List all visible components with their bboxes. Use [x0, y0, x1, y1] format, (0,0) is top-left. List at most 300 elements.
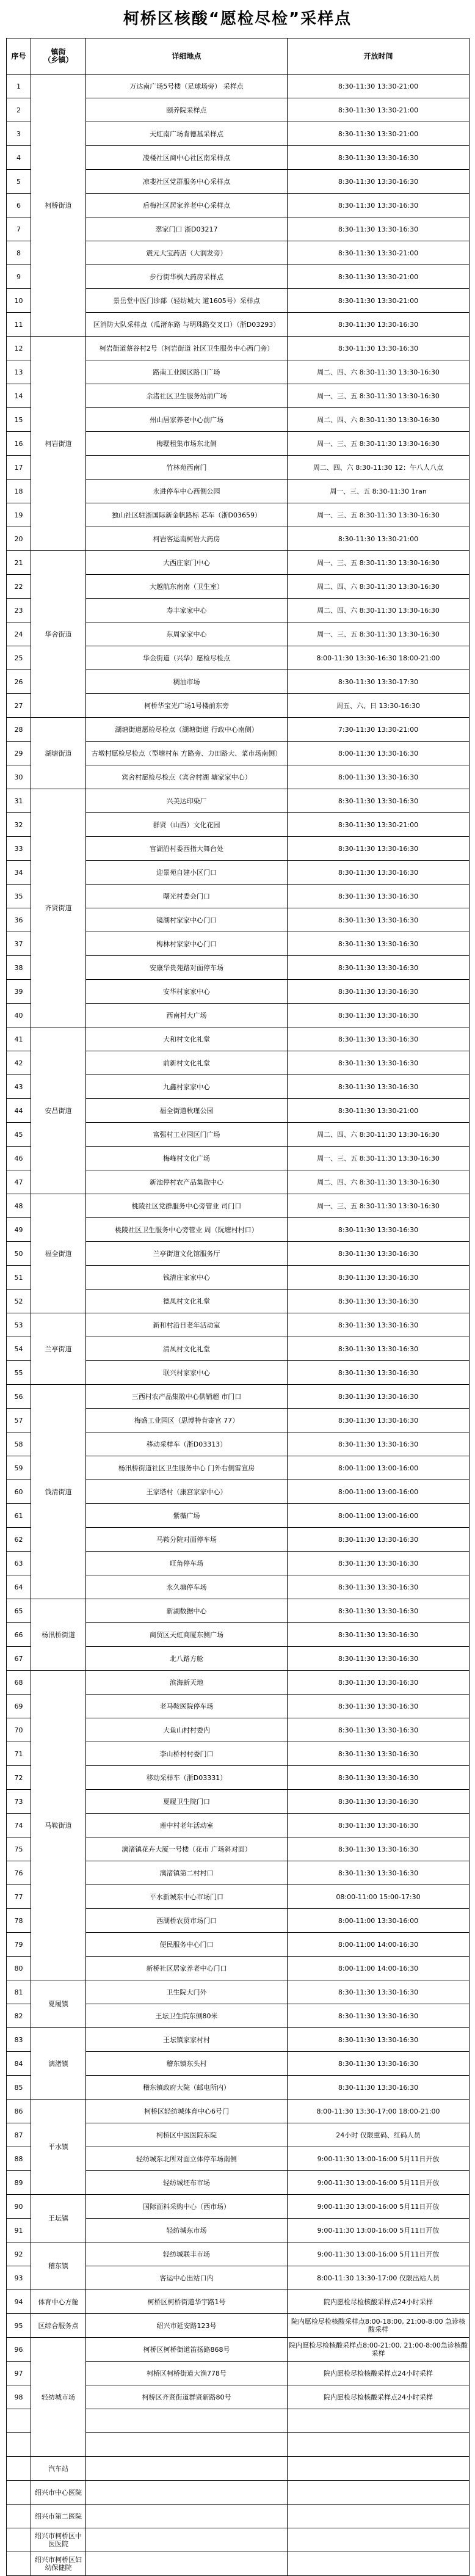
address-cell: 联兴村家家中心	[86, 1361, 288, 1385]
row-number: 15	[7, 408, 31, 432]
row-number: 48	[7, 1194, 31, 1218]
town-cell: 福全街道	[31, 1194, 86, 1313]
row-number: 58	[7, 1432, 31, 1456]
row-number: 89	[7, 2171, 31, 2195]
row-number	[7, 2528, 31, 2552]
row-number: 98	[7, 2385, 31, 2409]
address-cell: 新桥社区居家养老中心门口	[86, 1957, 288, 1980]
address-cell: 华金街道（兴华）愿检尽检点	[86, 646, 288, 670]
time-cell: 8:30-11:30 13:30-16:30	[288, 217, 470, 241]
time-cell: 8:30-11:30 13:30-16:30	[288, 1671, 470, 1695]
time-cell: 8:00-11:00 14:00-16:30	[288, 1957, 470, 1980]
time-cell: 8:30-11:30 13:30-16:30	[288, 194, 470, 217]
time-cell: 8:30-11:30 13:30-16:30	[288, 1075, 470, 1099]
row-number: 43	[7, 1075, 31, 1099]
address-cell: 稽东镇政府大院（邮电所内）	[86, 2076, 288, 2100]
table-row	[7, 75, 470, 98]
time-cell: 8:30-11:30 13:30-16:30	[288, 1361, 470, 1385]
row-number: 26	[7, 670, 31, 694]
time-cell: 24小时 仅限重码、红码人员	[288, 2123, 470, 2147]
time-cell: 8:30-11:30 13:30-16:30	[288, 1861, 470, 1885]
row-number: 63	[7, 1552, 31, 1575]
address-cell: 王坛卫生院东侧80米	[86, 2004, 288, 2028]
address-cell	[86, 2457, 288, 2481]
address-cell: 柯桥区柯桥街道大渔778号	[86, 2362, 288, 2385]
address-cell: 莲中村老年活动室	[86, 1814, 288, 1837]
row-number: 83	[7, 2028, 31, 2052]
address-cell: 移动采样车（浙D03331）	[86, 1766, 288, 1790]
time-cell: 8:30-11:30 13:30-16:30	[288, 956, 470, 980]
address-cell: 柯岩客运南柯岩大药房	[86, 527, 288, 551]
row-number: 85	[7, 2076, 31, 2100]
address-cell: 大和村文化礼堂	[86, 1027, 288, 1051]
time-cell: 8:30-11:30 13:30-16:30	[288, 1409, 470, 1432]
row-number: 34	[7, 861, 31, 885]
time-cell: 院内愿检尽检核酸采样点24小时采样	[288, 2290, 470, 2314]
table-row	[7, 551, 470, 575]
address-cell: 步行街华枫大药房采样点	[86, 265, 288, 289]
address-cell: 安华村家家中心	[86, 980, 288, 1004]
row-number: 55	[7, 1361, 31, 1385]
address-cell: 兰亭街道文化馆服务厅	[86, 1242, 288, 1266]
row-number: 68	[7, 1671, 31, 1695]
row-number: 66	[7, 1623, 31, 1647]
address-cell: 新湖数据中心	[86, 1599, 288, 1623]
time-cell: 9:00-11:30 13:00-16:00 5月11日开放	[288, 2147, 470, 2171]
row-number: 72	[7, 1766, 31, 1790]
row-number: 12	[7, 337, 31, 360]
time-cell: 8:30-11:30 13:30-21:00	[288, 98, 470, 122]
address-cell: 凌楼社区商中心社区南采样点	[86, 146, 288, 170]
address-cell: 寿丰家家中心	[86, 599, 288, 622]
time-cell: 8:30-11:30 13:30-16:30	[288, 980, 470, 1004]
row-number: 13	[7, 360, 31, 384]
table-body	[7, 75, 470, 2576]
row-number: 61	[7, 1504, 31, 1528]
time-cell: 周一、三、五 8:30-11:30 13:30-16:30	[288, 1147, 470, 1170]
row-number: 96	[7, 2338, 31, 2362]
row-number: 56	[7, 1385, 31, 1409]
time-cell: 8:30-11:30 13:30-16:30	[288, 313, 470, 337]
time-cell: 8:30-11:30 13:30-16:30	[288, 1742, 470, 1766]
time-cell: 8:30-11:30 13:30-16:30	[288, 789, 470, 813]
town-cell: 平水镇	[31, 2100, 86, 2195]
address-cell: 大西庄家门中心	[86, 551, 288, 575]
time-cell: 周一、三、五 8:30-11:30 13:30-16:30	[288, 503, 470, 527]
town-cell: 华舍街道	[31, 551, 86, 718]
time-cell: 周一、三、五 8:30-11:30 1ran	[288, 480, 470, 503]
row-number: 97	[7, 2362, 31, 2385]
address-cell	[86, 2505, 288, 2528]
address-cell: 古墩村愿检尽检点（型塘村东 方路旁、力田路大、菜市场南侧）	[86, 742, 288, 765]
time-cell: 周二、四、六 8:30-11:30 13:30-16:30	[288, 1123, 470, 1147]
row-number: 95	[7, 2314, 31, 2338]
row-number: 11	[7, 313, 31, 337]
time-cell: 8:30-11:30 13:30-21:00	[288, 241, 470, 265]
row-number: 40	[7, 1004, 31, 1027]
row-number: 36	[7, 908, 31, 932]
row-number: 28	[7, 718, 31, 742]
address-cell: 桃陵社区卫生服务中心旁管业 周（阮塘村村口）	[86, 1218, 288, 1242]
table-row	[7, 789, 470, 813]
time-cell: 8:30-11:30 13:30-16:30	[288, 1980, 470, 2004]
row-number: 42	[7, 1051, 31, 1075]
row-number: 78	[7, 1909, 31, 1933]
row-number: 62	[7, 1528, 31, 1552]
row-number: 23	[7, 599, 31, 622]
row-number: 35	[7, 885, 31, 908]
time-cell: 8:00-11:00 13:30-16:00	[288, 1909, 470, 1933]
address-cell: 震元大宝药店（大润发旁）	[86, 241, 288, 265]
town-cell: 安昌街道	[31, 1027, 86, 1194]
address-cell: 兴美达印染厂	[86, 789, 288, 813]
address-cell: 轻纺城东北所对面立体停车场南侧	[86, 2147, 288, 2171]
row-number: 84	[7, 2052, 31, 2076]
town-cell: 夏履镇	[31, 1980, 86, 2028]
row-number: 33	[7, 837, 31, 861]
row-number: 46	[7, 1147, 31, 1170]
row-number: 71	[7, 1742, 31, 1766]
address-cell: 独山社区驻浙国际新金帆路标 芯车（浙D03659）	[86, 503, 288, 527]
address-cell: 富强村工业园区门广场	[86, 1123, 288, 1147]
time-cell: 8:00-11:00 13:00-16:00	[288, 1504, 470, 1528]
row-number: 80	[7, 1957, 31, 1980]
address-cell: 柯桥区柯桥街道华宇路1号	[86, 2290, 288, 2314]
time-cell: 8:30-11:30 13:30-16:30	[288, 861, 470, 885]
header-address: 详细地点	[86, 38, 288, 75]
row-number: 32	[7, 813, 31, 837]
row-number: 49	[7, 1218, 31, 1242]
table-row	[7, 2528, 470, 2552]
time-cell	[288, 2505, 470, 2528]
time-cell: 8:30-11:30 13:30-16:30	[288, 1242, 470, 1266]
time-cell: 8:30-11:30 13:30-16:30	[288, 2028, 470, 2052]
row-number: 47	[7, 1170, 31, 1194]
address-cell: 前新村文化礼堂	[86, 1051, 288, 1075]
row-number: 41	[7, 1027, 31, 1051]
time-cell: 8:30-11:30 13:30-16:30	[288, 337, 470, 360]
row-number	[7, 2505, 31, 2528]
address-cell: 老马鞍医院停车场	[86, 1695, 288, 1718]
time-cell: 8:30-11:30 13:30-17:30	[288, 670, 470, 694]
address-cell: 滨海新天地	[86, 1671, 288, 1695]
row-number	[7, 2409, 31, 2433]
address-cell: 新池停村农产品集散中心	[86, 1170, 288, 1194]
row-number: 20	[7, 527, 31, 551]
table-row	[7, 2314, 470, 2338]
town-cell: 王坛镇	[31, 2195, 86, 2242]
time-cell: 8:30-11:30 13:30-16:30	[288, 1766, 470, 1790]
header-no: 序号	[7, 38, 31, 75]
time-cell: 8:30-11:30 13:30-21:00	[288, 75, 470, 98]
row-number: 60	[7, 1480, 31, 1504]
address-cell	[86, 2481, 288, 2505]
row-number: 29	[7, 742, 31, 765]
time-cell: 8:00-11:30 13:30-17:00 18:00-21:00	[288, 2100, 470, 2123]
time-cell: 8:30-11:30 13:30-16:30	[288, 1695, 470, 1718]
time-cell: 8:30-11:30 13:30-16:30	[288, 1837, 470, 1861]
row-number: 24	[7, 622, 31, 646]
address-cell: 便民服务中心门口	[86, 1933, 288, 1957]
time-cell: 8:30-11:30 13:30-21:00	[288, 813, 470, 837]
time-cell: 8:30-11:30 13:30-16:30	[288, 1718, 470, 1742]
row-number: 81	[7, 1980, 31, 2004]
time-cell	[288, 2552, 470, 2576]
row-number: 91	[7, 2219, 31, 2242]
address-cell	[86, 2433, 288, 2457]
row-number: 90	[7, 2195, 31, 2219]
row-number: 18	[7, 480, 31, 503]
address-cell: 国际面料采购中心（西市场）	[86, 2195, 288, 2219]
row-number: 22	[7, 575, 31, 599]
row-number: 25	[7, 646, 31, 670]
time-cell: 8:00-11:00 14:00-16:30	[288, 1933, 470, 1957]
time-cell: 8:30-11:30 13:30-16:30	[288, 1790, 470, 1814]
table-row	[7, 1385, 470, 1409]
address-cell: 旺角停车场	[86, 1552, 288, 1575]
row-number: 8	[7, 241, 31, 265]
time-cell: 8:30-11:30 13:30-21:00	[288, 122, 470, 146]
address-cell: 轻纺城东市场	[86, 2219, 288, 2242]
address-cell: 卫生院大门外	[86, 1980, 288, 2004]
time-cell: 8:30-11:30 13:30-16:30	[288, 1623, 470, 1647]
row-number: 51	[7, 1266, 31, 1290]
address-cell: 万达南广场5号楼（足球场旁） 采样点	[86, 75, 288, 98]
address-cell: 柯岩街道蔡谷村2号（柯岩街道 社区卫生服务中心西门旁）	[86, 337, 288, 360]
table-header-row	[7, 38, 470, 75]
time-cell: 08:00-11:00 15:00-17:30	[288, 1885, 470, 1909]
address-cell	[86, 2552, 288, 2576]
time-cell: 8:30-11:30 13:30-16:30	[288, 908, 470, 932]
address-cell: 绍兴市延安路123号	[86, 2314, 288, 2338]
row-number	[7, 2552, 31, 2576]
address-cell: 梅墅租集市场东北侧	[86, 432, 288, 456]
row-number: 93	[7, 2266, 31, 2290]
row-number: 52	[7, 1290, 31, 1313]
row-number: 75	[7, 1837, 31, 1861]
time-cell: 8:30-11:30 13:30-16:30	[288, 1528, 470, 1552]
table-row	[7, 2338, 470, 2362]
address-cell: 客运中心出站口内	[86, 2266, 288, 2290]
row-number	[7, 2481, 31, 2505]
page	[6, 0, 469, 2572]
time-cell: 9:00-11:30 13:00-16:00 5月11日开放	[288, 2171, 470, 2195]
address-cell: 大鱼山村村委内	[86, 1718, 288, 1742]
address-cell: 九鑫村家家中心	[86, 1075, 288, 1099]
address-cell: 移动采样车（浙D03313）	[86, 1432, 288, 1456]
table-row	[7, 2195, 470, 2219]
time-cell	[288, 2433, 470, 2457]
table-row	[7, 2505, 470, 2528]
row-number: 82	[7, 2004, 31, 2028]
time-cell: 周二、四、六 8:30-11:30 13:30-16:30	[288, 599, 470, 622]
time-cell: 8:30-11:30 13:30-16:30	[288, 1647, 470, 1671]
town-cell: 绍兴市第二医院	[31, 2505, 86, 2528]
time-cell: 8:00-11:30 13:30-17:00 仅限出站人员	[288, 2266, 470, 2290]
town-cell: 柯岩街道	[31, 337, 86, 551]
table-row	[7, 2481, 470, 2505]
address-cell: 天虹南广场肯德基采样点	[86, 122, 288, 146]
time-cell: 周二、四、六 8:30-11:30 13:30-16:30	[288, 575, 470, 599]
address-cell: 西湖桥农贸市场门口	[86, 1909, 288, 1933]
row-number: 53	[7, 1313, 31, 1337]
address-cell: 新和村沿日老年活动室	[86, 1313, 288, 1337]
row-number: 59	[7, 1456, 31, 1480]
time-cell: 周一、三、五 8:30-11:30 13:30-16:30	[288, 432, 470, 456]
address-cell: 州山居家养老中心前广场	[86, 408, 288, 432]
address-cell: 安康华贵苑路对面停车场	[86, 956, 288, 980]
row-number: 73	[7, 1790, 31, 1814]
address-cell: 梅盛工业园区（思博特肯寄官 77）	[86, 1409, 288, 1432]
time-cell: 周二、四、六 8:30-11:30 13:30-16:30	[288, 360, 470, 384]
time-cell: 院内愿检尽检核酸采样点24小时采样	[288, 2385, 470, 2409]
time-cell: 8:30-11:30 13:30-16:30	[288, 1290, 470, 1313]
row-number: 45	[7, 1123, 31, 1147]
table-row	[7, 2290, 470, 2314]
time-cell: 8:30-11:30 13:30-16:30	[288, 146, 470, 170]
address-cell: 镜湖村家家中心门口	[86, 908, 288, 932]
table-row	[7, 337, 470, 360]
row-number	[7, 2457, 31, 2481]
address-cell: 柯桥区柯桥街道笛扬路868号	[86, 2338, 288, 2362]
time-cell: 院内愿检尽检核酸采样点24小时采样	[288, 2362, 470, 2385]
time-cell: 8:00-11:30 13:30-16:30	[288, 765, 470, 789]
row-number: 70	[7, 1718, 31, 1742]
time-cell: 8:30-11:30 13:30-16:30	[288, 1051, 470, 1075]
table-row	[7, 1599, 470, 1623]
address-cell: 轻纺城联丰市场	[86, 2242, 288, 2266]
time-cell: 8:00-11:00 13:00-16:00	[288, 1480, 470, 1504]
address-cell: 福全街道秋瑾公园	[86, 1099, 288, 1123]
town-cell: 轻纺城市场	[31, 2338, 86, 2457]
time-cell: 8:00-11:30 13:30-16:30	[288, 742, 470, 765]
time-cell: 8:30-11:30 13:30-16:30	[288, 1814, 470, 1837]
row-number: 57	[7, 1409, 31, 1432]
address-cell: 余渚社区卫生服务站前广场	[86, 384, 288, 408]
time-cell: 周一、三、五 8:30-11:30 13:30-16:30	[288, 1194, 470, 1218]
town-cell: 杨汛桥街道	[31, 1599, 86, 1671]
address-cell: 稠油市场	[86, 670, 288, 694]
time-cell: 8:30-11:30 13:30-16:30	[288, 2004, 470, 2028]
address-cell: 清凤村文化礼堂	[86, 1337, 288, 1361]
address-cell: 轻纺城坯布市场	[86, 2171, 288, 2195]
row-number: 14	[7, 384, 31, 408]
address-cell: 夏履卫生院门口	[86, 1790, 288, 1814]
table-row	[7, 2100, 470, 2123]
time-cell: 9:00-11:30 13:00-16:00 5月11日开放	[288, 2219, 470, 2242]
row-number: 5	[7, 170, 31, 194]
address-cell: 迎景苑自建小区门口	[86, 861, 288, 885]
row-number: 37	[7, 932, 31, 956]
row-number: 30	[7, 765, 31, 789]
table-row	[7, 718, 470, 742]
address-cell: 路南工业园区路口广场	[86, 360, 288, 384]
table-row	[7, 1313, 470, 1337]
time-cell: 8:30-11:30 13:30-16:30	[288, 885, 470, 908]
address-cell: 漓渚镇第二村村口	[86, 1861, 288, 1885]
table-row	[7, 2028, 470, 2052]
town-cell: 柯桥街道	[31, 75, 86, 337]
row-number: 19	[7, 503, 31, 527]
time-cell: 8:30-11:30 13:30-21:00	[288, 289, 470, 313]
address-cell: 柯桥区轻纺城体育中心6号门	[86, 2100, 288, 2123]
time-cell: 8:30-11:30 13:30-16:30	[288, 2076, 470, 2100]
address-cell: 北八路方舱	[86, 1647, 288, 1671]
row-number: 39	[7, 980, 31, 1004]
time-cell: 9:00-11:30 13:00-16:00 5月11日开放	[288, 2195, 470, 2219]
time-cell: 院内愿检尽检核酸采样点8:00-18:00, 21:00-8:00 急诊核酸采样	[288, 2314, 470, 2338]
time-cell: 周二、四、六 8:30-11:30 13:30-16:30	[288, 1170, 470, 1194]
time-cell: 8:30-11:30 13:30-16:30	[288, 1552, 470, 1575]
address-cell: 马鞍分院对面停车场	[86, 1528, 288, 1552]
row-number: 17	[7, 456, 31, 480]
town-cell: 绍兴市中心医院	[31, 2481, 86, 2505]
town-cell: 漓渚镇	[31, 2028, 86, 2100]
time-cell: 7:30-11:30 13:30-21:00	[288, 718, 470, 742]
address-cell: 漓渚镇花卉大厦一号楼（花市 广场斜对面）	[86, 1837, 288, 1861]
header-time: 开放时间	[288, 38, 470, 75]
row-number: 94	[7, 2290, 31, 2314]
town-cell: 绍兴市柯桥区妇幼保健院	[31, 2552, 86, 2576]
address-cell: 杨汛桥街道社区卫生服务中心 门外右侧雷宣房	[86, 1456, 288, 1480]
address-cell: 曙光村委会门口	[86, 885, 288, 908]
time-cell: 周一、三、五 8:30-11:30 13:30-16:30	[288, 384, 470, 408]
table-row	[7, 2242, 470, 2266]
row-number: 9	[7, 265, 31, 289]
address-cell: 稽东镇东头村	[86, 2052, 288, 2076]
address-cell: 永久塘停车场	[86, 1575, 288, 1599]
row-number: 16	[7, 432, 31, 456]
row-number: 50	[7, 1242, 31, 1266]
row-number: 4	[7, 146, 31, 170]
time-cell: 周二、四、六 8:30-11:30 13:30-16:30	[288, 408, 470, 432]
address-cell: 王家塔村（康宫家家中心）	[86, 1480, 288, 1504]
time-cell: 院内愿检尽检核酸采样点8:00-21:00, 21:00-8:00急诊核酸采样	[288, 2338, 470, 2362]
time-cell	[288, 2409, 470, 2433]
time-cell: 8:30-11:30 13:30-16:30	[288, 1385, 470, 1409]
address-cell: 景岳堂中医门诊部（轻纺城大 道1605号）采样点	[86, 289, 288, 313]
row-number: 79	[7, 1933, 31, 1957]
address-cell: 区消防大队采样点（瓜渚东路 与明珠路交叉口）（浙D03293）	[86, 313, 288, 337]
address-cell: 群贤（山西）文化花园	[86, 813, 288, 837]
address-cell: 平水新城东中心市场门口	[86, 1885, 288, 1909]
town-cell: 齐贤街道	[31, 789, 86, 1027]
time-cell: 8:30-11:30 13:30-16:30	[288, 1432, 470, 1456]
row-number: 54	[7, 1337, 31, 1361]
row-number: 64	[7, 1575, 31, 1599]
town-cell: 区综合服务点	[31, 2314, 86, 2338]
table-row	[7, 1980, 470, 2004]
address-cell: 凉斐社区党群服务中心采样点	[86, 170, 288, 194]
address-cell: 永进停车中心西侧公园	[86, 480, 288, 503]
table-row	[7, 1671, 470, 1695]
address-cell: 西南村大广场	[86, 1004, 288, 1027]
address-cell	[86, 2409, 288, 2433]
time-cell: 8:30-11:30 13:30-16:30	[288, 932, 470, 956]
time-cell	[288, 2528, 470, 2552]
row-number: 31	[7, 789, 31, 813]
time-cell: 8:30-11:30 13:30-16:30	[288, 1218, 470, 1242]
town-cell: 钱清街道	[31, 1385, 86, 1599]
address-cell: 柯桥区齐贤街道群贤新路80号	[86, 2385, 288, 2409]
row-number: 69	[7, 1695, 31, 1718]
town-cell: 兰亭街道	[31, 1313, 86, 1385]
town-cell: 马鞍街道	[31, 1671, 86, 1980]
time-cell: 8:30-11:30 13:30-16:30	[288, 1027, 470, 1051]
address-cell	[86, 2528, 288, 2552]
address-cell: 湖塘街道愿检尽检点（湖塘街道 行政中心南侧）	[86, 718, 288, 742]
address-cell: 李山桥村村委门口	[86, 1742, 288, 1766]
